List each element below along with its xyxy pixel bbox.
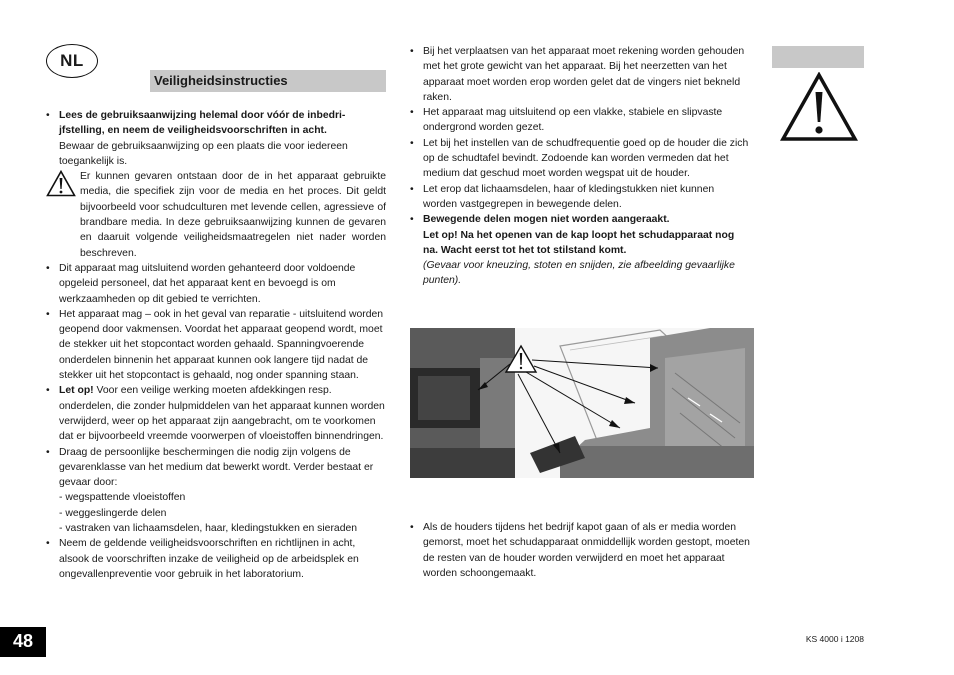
list-item bbox=[410, 182, 750, 213]
right-column-bottom bbox=[410, 520, 750, 581]
bullet: • bbox=[46, 538, 50, 550]
item-text: Let bij het instellen van de schudfrequentie goed op de houder die zich op de schudtafel bevindt. Zodoende kan worden vermeden dat het medium dat geschud moet worden wegspat uit de houder. bbox=[423, 137, 749, 180]
language-badge: NL bbox=[46, 44, 98, 78]
bullet: • bbox=[410, 183, 414, 195]
item-text: Voor een veilige werking moeten afdekkingen resp. onderdelen, die zonder hulpmiddelen van het apparaat kunnen worden verwijderd, weer op het apparaat zijn aangebracht, om te voorkomen dat er bijvoorbeeld vreemde voorwerpen of vloeistoffen binnendringen. bbox=[59, 385, 385, 443]
list-item bbox=[410, 44, 750, 105]
page-number: 48 bbox=[0, 627, 46, 657]
item-italic-text: (Gevaar voor kneuzing, stoten en snijden, zie afbeelding gevaarlijke punten). bbox=[423, 260, 735, 287]
warning-triangle-icon bbox=[780, 72, 858, 142]
item-text: Bewaar de gebruiksaanwijzing op een plaats die voor iedereen toegankelijk is. bbox=[59, 140, 348, 167]
bullet: • bbox=[46, 262, 50, 274]
item-text: Neem de geldende veiligheidsvoorschriften en richtlijnen in acht, alsook de voorschriften inzake de veiligheid op de arbeidsplek en ongevallenpreventie voor gebruik in het laboratorium. bbox=[59, 538, 359, 580]
item-bold-text: Let op! Na het openen van de kap loopt het schudapparaat nog na. Wacht eerst tot het tot stilstand komt. bbox=[423, 229, 735, 256]
bullet: • bbox=[410, 46, 414, 57]
list-item bbox=[410, 520, 750, 581]
item-text: Draag de persoonlijke beschermingen die nodig zijn volgens de gevarenklasse van het medium dat bewerkt wordt. Verder bestaat er gevaar door: bbox=[59, 446, 374, 489]
item-text: Het apparaat mag – ook in het geval van reparatie - uitsluitend worden geopend door vakmensen. Voordat het apparaat geopend wordt, moet de stekker uit het stopcontact worden gehaald. Spanningvoerende onderdelen binnenin het apparaat kunnen ook langere tijd nadat de stekker uit het stopcontact is gehaald, nog onder spanning staan. bbox=[59, 308, 384, 382]
item-bold-text: Lees de gebruiksaanwijzing helemal door vóór de inbedri-jfstelling, en neem de veiligheidsvoorschriften in acht. bbox=[59, 110, 346, 137]
bullet: • bbox=[46, 110, 50, 121]
header-grey-bar bbox=[772, 46, 864, 68]
warning-triangle-icon bbox=[46, 170, 76, 197]
hazard-points-figure bbox=[410, 328, 754, 478]
bullet: • bbox=[410, 214, 414, 226]
item-text: Let erop dat lichaamsdelen, haar of kledingstukken niet kunnen worden vastgegrepen in bewegende delen. bbox=[423, 183, 715, 210]
dash-item: - vastraken van lichaamsdelen, haar, kledingstukken en sieraden bbox=[59, 523, 358, 535]
list-item bbox=[410, 136, 750, 182]
list-item bbox=[410, 105, 750, 136]
document-reference: KS 4000 i 1208 bbox=[805, 634, 864, 644]
warning-text: Er kunnen gevaren ontstaan door de in het apparaat gebruikte media, die specifiek zijn voor de media en het proces. Dit geldt bijvoorbeeld voor schudculturen met levende cellen, agressieve of brandbare media. In deze gebruiksaanwijzing kunnen de gevaren en daaruit volgende veiligheidsmaatregelen niet nader worden beschreven. bbox=[80, 171, 386, 259]
dash-item: - weggeslingerde delen bbox=[59, 507, 167, 519]
bullet: • bbox=[410, 137, 414, 149]
list-item bbox=[46, 108, 386, 169]
bullet: • bbox=[46, 446, 50, 458]
left-column bbox=[46, 108, 386, 582]
item-bold-text: Let op! bbox=[59, 385, 94, 397]
list-item bbox=[410, 212, 750, 288]
bullet: • bbox=[410, 522, 414, 533]
list-item bbox=[46, 536, 386, 582]
item-text: Bij het verplaatsen van het apparaat moet rekening worden gehouden met het grote gewicht van het apparaat. Bij het neerzetten van het apparaat moet worden erop worden gelet dat de vingers niet bekneld raken. bbox=[423, 46, 745, 103]
bullet: • bbox=[46, 308, 50, 320]
right-column bbox=[410, 44, 750, 289]
item-text: Het apparaat mag uitsluitend op een vlakke, stabiele en slipvaste ondergrond worden gezet. bbox=[423, 107, 723, 134]
list-item bbox=[46, 383, 386, 444]
bullet: • bbox=[46, 385, 50, 397]
list-item bbox=[46, 307, 386, 383]
list-item bbox=[46, 261, 386, 307]
item-bold-text: Bewegende delen mogen niet worden aangeraakt. bbox=[423, 214, 670, 226]
list-item bbox=[46, 445, 386, 537]
bullet: • bbox=[410, 107, 414, 119]
item-text: Dit apparaat mag uitsluitend worden gehanteerd door voldoende opgeleid personeel, dat het apparaat kent en bevoegd is om werkzaamheden op dit gebied te verrichten. bbox=[59, 262, 356, 305]
warning-note bbox=[46, 169, 386, 261]
section-title: Veiligheidsinstructies bbox=[150, 70, 386, 92]
dash-item: - wegspattende vloeistoffen bbox=[59, 492, 186, 504]
item-text: Als de houders tijdens het bedrijf kapot gaan of als er media worden gemorst, moet het schudapparaat onmiddellijk worden gestopt, moeten de resten van de houder worden verwijderd en moet het apparaat worden schoongemaakt. bbox=[423, 522, 750, 579]
